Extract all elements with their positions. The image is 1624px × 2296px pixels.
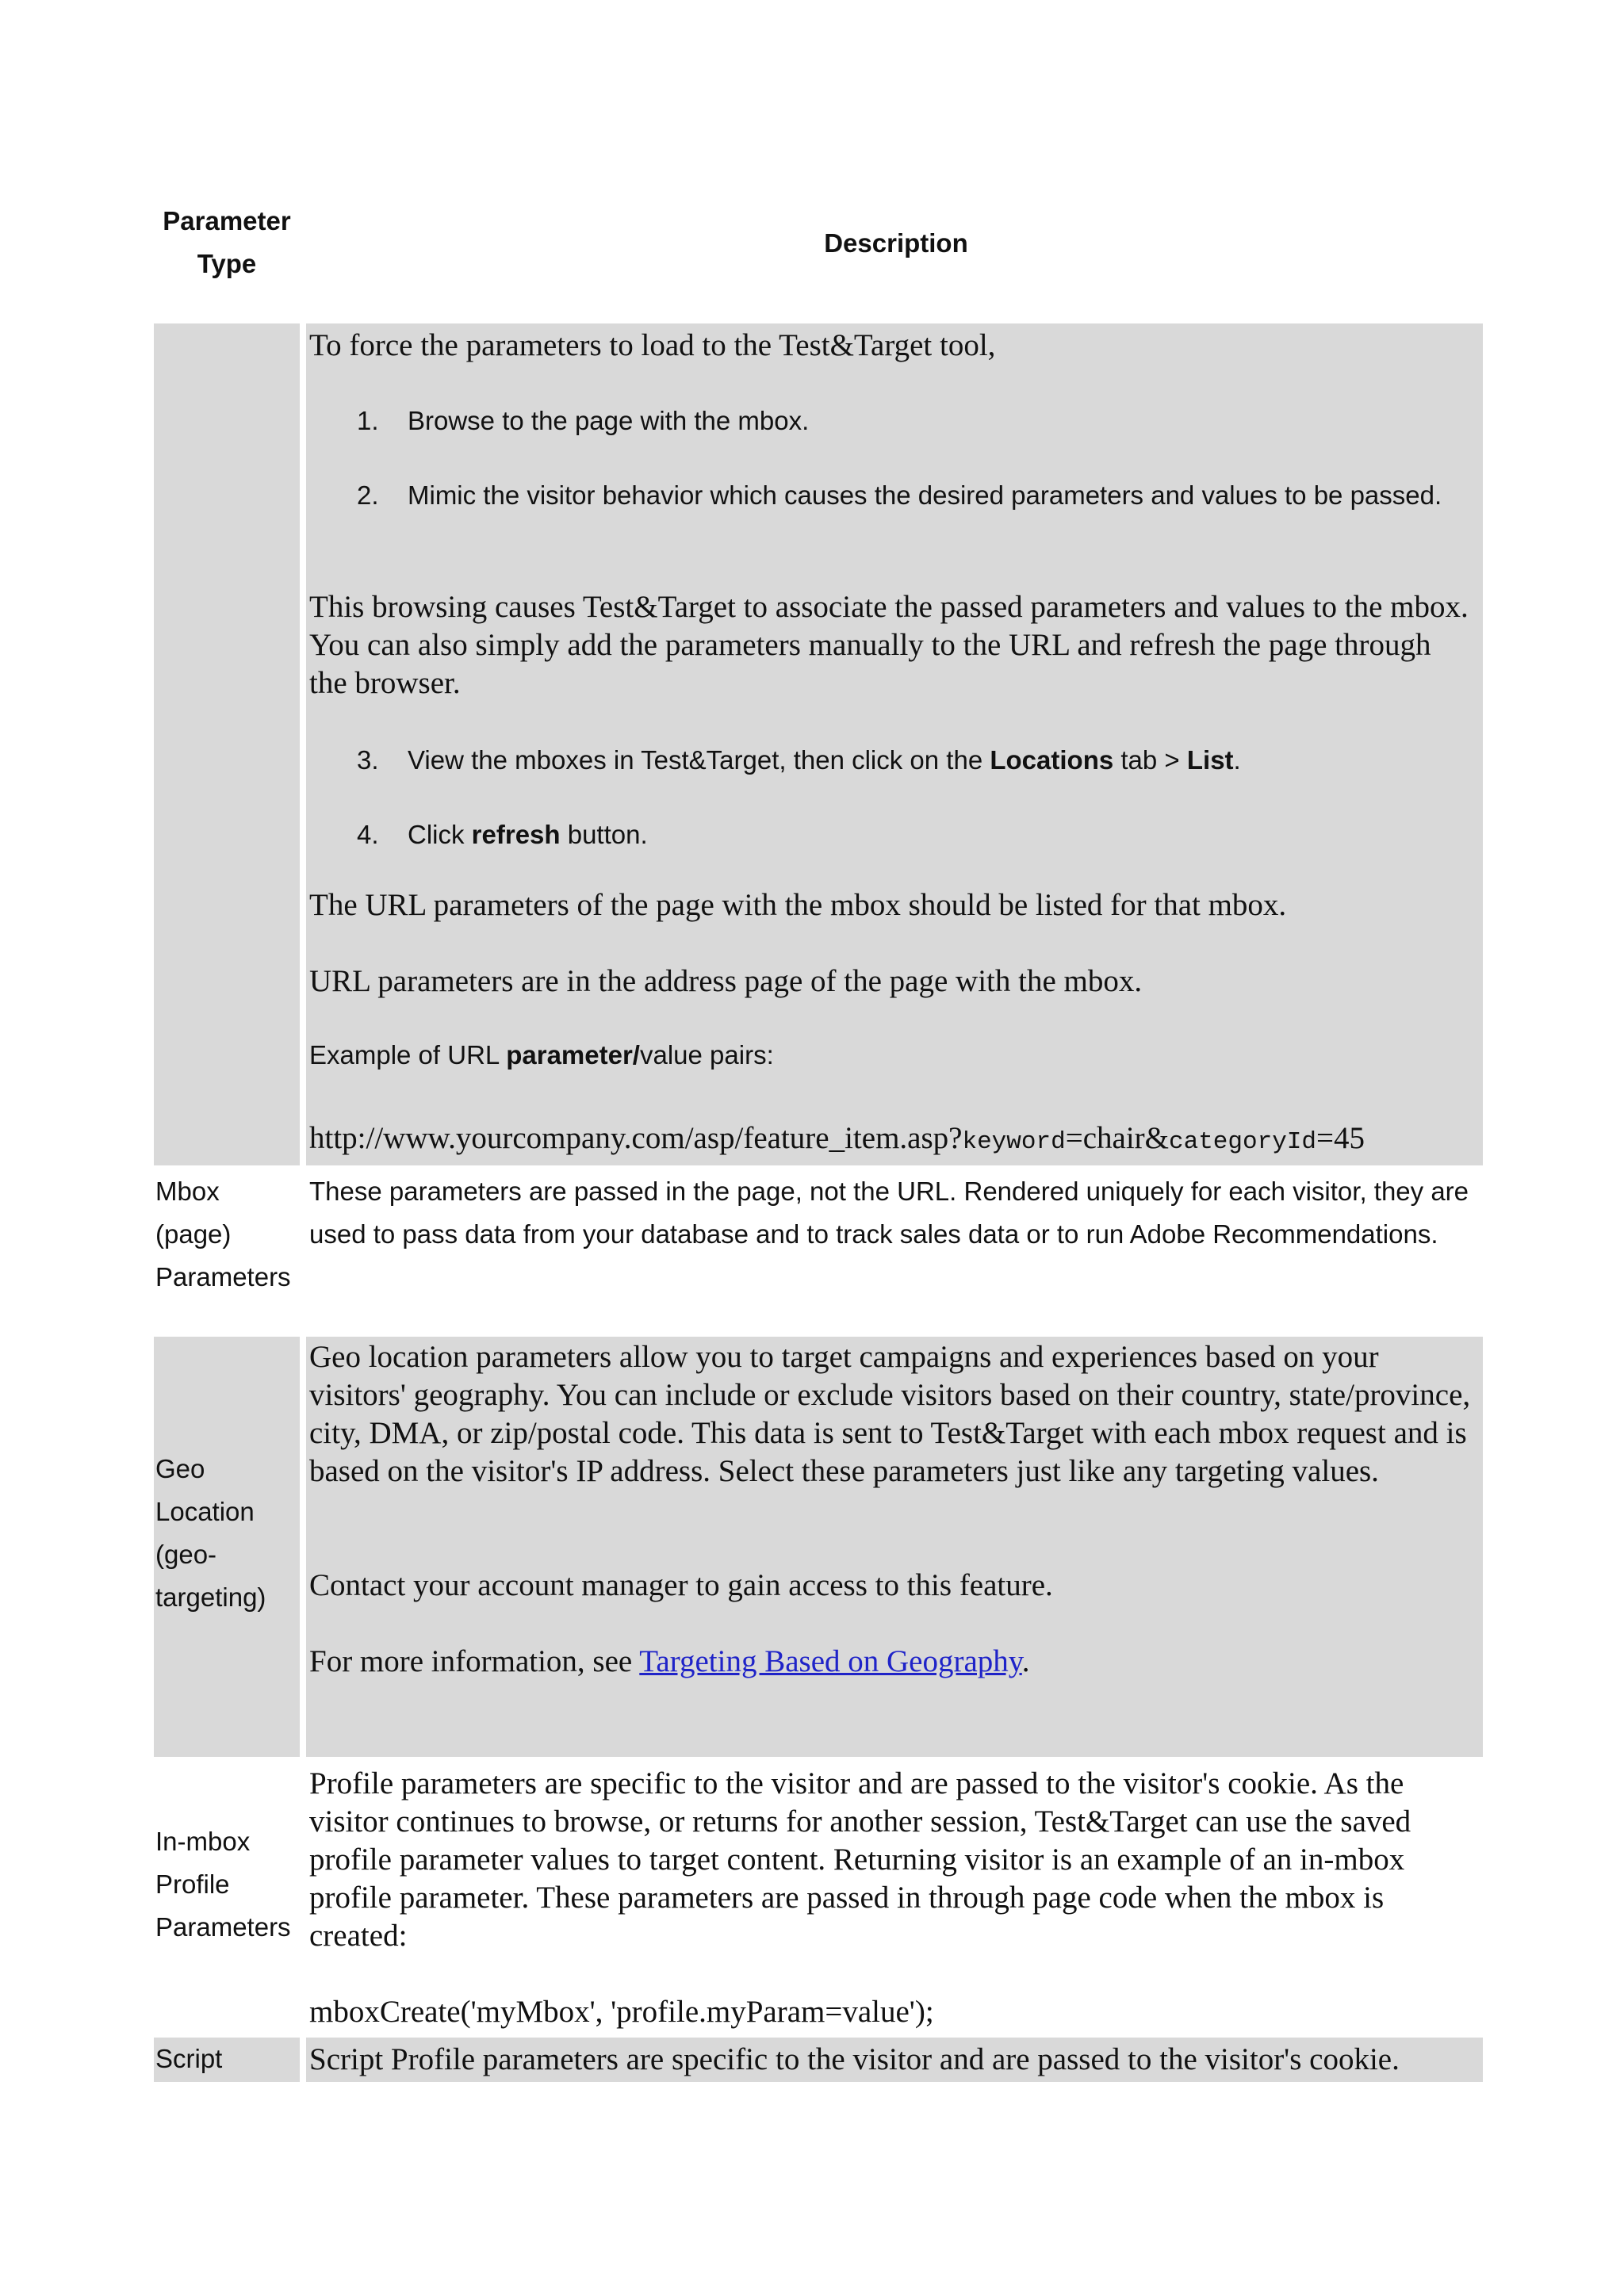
example-bold: parameter/	[506, 1040, 640, 1070]
step3-period: .	[1233, 745, 1241, 775]
column-header-description: Description	[824, 228, 968, 258]
url-base: http://www.yourcompany.com/asp/feature_item.asp?	[309, 1121, 963, 1155]
step3-text-mid: tab >	[1113, 745, 1187, 775]
inmbox-description: Profile parameters are specific to the visitor and are passed to the visitor's cookie. As the visitor continues to browse, or returns for another session, Test&Target can use the saved profile parameter values to target content. Returning visitor is an example of an in-mbox profile parameter. These parameters are passed in through page code when the mbox is created:	[309, 1766, 1411, 1953]
list-text	[408, 742, 1470, 779]
list-number: 4.	[357, 820, 379, 849]
geo-more-info	[309, 1643, 1475, 1681]
step3-text: View the mboxes in Test&Target, then click on the	[408, 745, 990, 775]
geo-description: Geo location parameters allow you to target campaigns and experiences based on your visitors' geography. You can include or exclude visitors based on their country, state/province, city, DMA, or zip/postal code. This data is sent to Test&Target with each mbox request and is based on the visitor's IP address. Select these parameters just like any targeting values.	[309, 1340, 1471, 1488]
script-parameter-type: Script	[155, 2044, 223, 2073]
url-key-keyword: keyword	[962, 1128, 1066, 1156]
url-row-type-cell	[154, 323, 300, 1165]
url-intro-text: To force the parameters to load to the Test&Target tool,	[309, 328, 996, 362]
locations-bold: Locations	[990, 745, 1114, 775]
list-text	[408, 817, 1470, 853]
list-text: Browse to the page with the mbox.	[408, 406, 810, 435]
step4-text: Click	[408, 820, 472, 849]
refresh-bold: refresh	[471, 820, 561, 849]
url-example-label	[309, 1037, 1475, 1073]
geo-more-info-text: For more information, see	[309, 1644, 640, 1678]
inmbox-parameter-type: In-mbox Profile Parameters	[155, 1827, 291, 1942]
inmbox-code-example: mboxCreate('myMbox', 'profile.myParam=value');	[309, 1995, 934, 2029]
geo-parameter-type: Geo Location (geo-targeting)	[155, 1454, 266, 1612]
targeting-geography-link[interactable]: Targeting Based on Geography	[639, 1644, 1022, 1678]
url-example	[309, 1119, 1475, 1161]
mbox-description: These parameters are passed in the page, not the URL. Rendered uniquely for each visitor, they are used to pass data from your database and to track sales data or to run Adobe Recommendations.	[309, 1177, 1469, 1249]
url-value-45: =45	[1316, 1121, 1365, 1155]
geo-more-info-period: .	[1021, 1644, 1030, 1678]
list-number: 2.	[357, 480, 379, 510]
step4-text-end: button.	[560, 820, 648, 849]
column-header-parameter-type: Parameter Type	[163, 206, 291, 278]
url-address-paragraph: URL parameters are in the address page of the page with the mbox.	[309, 964, 1143, 998]
url-value-chair: =chair&	[1065, 1121, 1169, 1155]
geo-contact-paragraph: Contact your account manager to gain access to this feature.	[309, 1568, 1053, 1602]
mbox-parameter-type: Mbox (page) Parameters	[155, 1177, 291, 1292]
script-description: Script Profile parameters are specific to the visitor and are passed to the visitor's cookie.	[309, 2042, 1400, 2076]
example-text-end: value pairs:	[639, 1040, 774, 1070]
url-browsing-paragraph: This browsing causes Test&Target to associate the passed parameters and values to the mbox. You can also simply add the parameters manually to the URL and refresh the page through the browser.	[309, 590, 1469, 700]
url-key-categoryid: categoryId	[1168, 1128, 1317, 1156]
list-number: 3.	[357, 745, 379, 775]
list-number: 1.	[357, 406, 379, 435]
list-bold: List	[1186, 745, 1234, 775]
url-listed-paragraph: The URL parameters of the page with the mbox should be listed for that mbox.	[309, 888, 1287, 922]
example-text: Example of URL	[309, 1040, 507, 1070]
list-text: Mimic the visitor behavior which causes the desired parameters and values to be passed.	[408, 480, 1442, 510]
